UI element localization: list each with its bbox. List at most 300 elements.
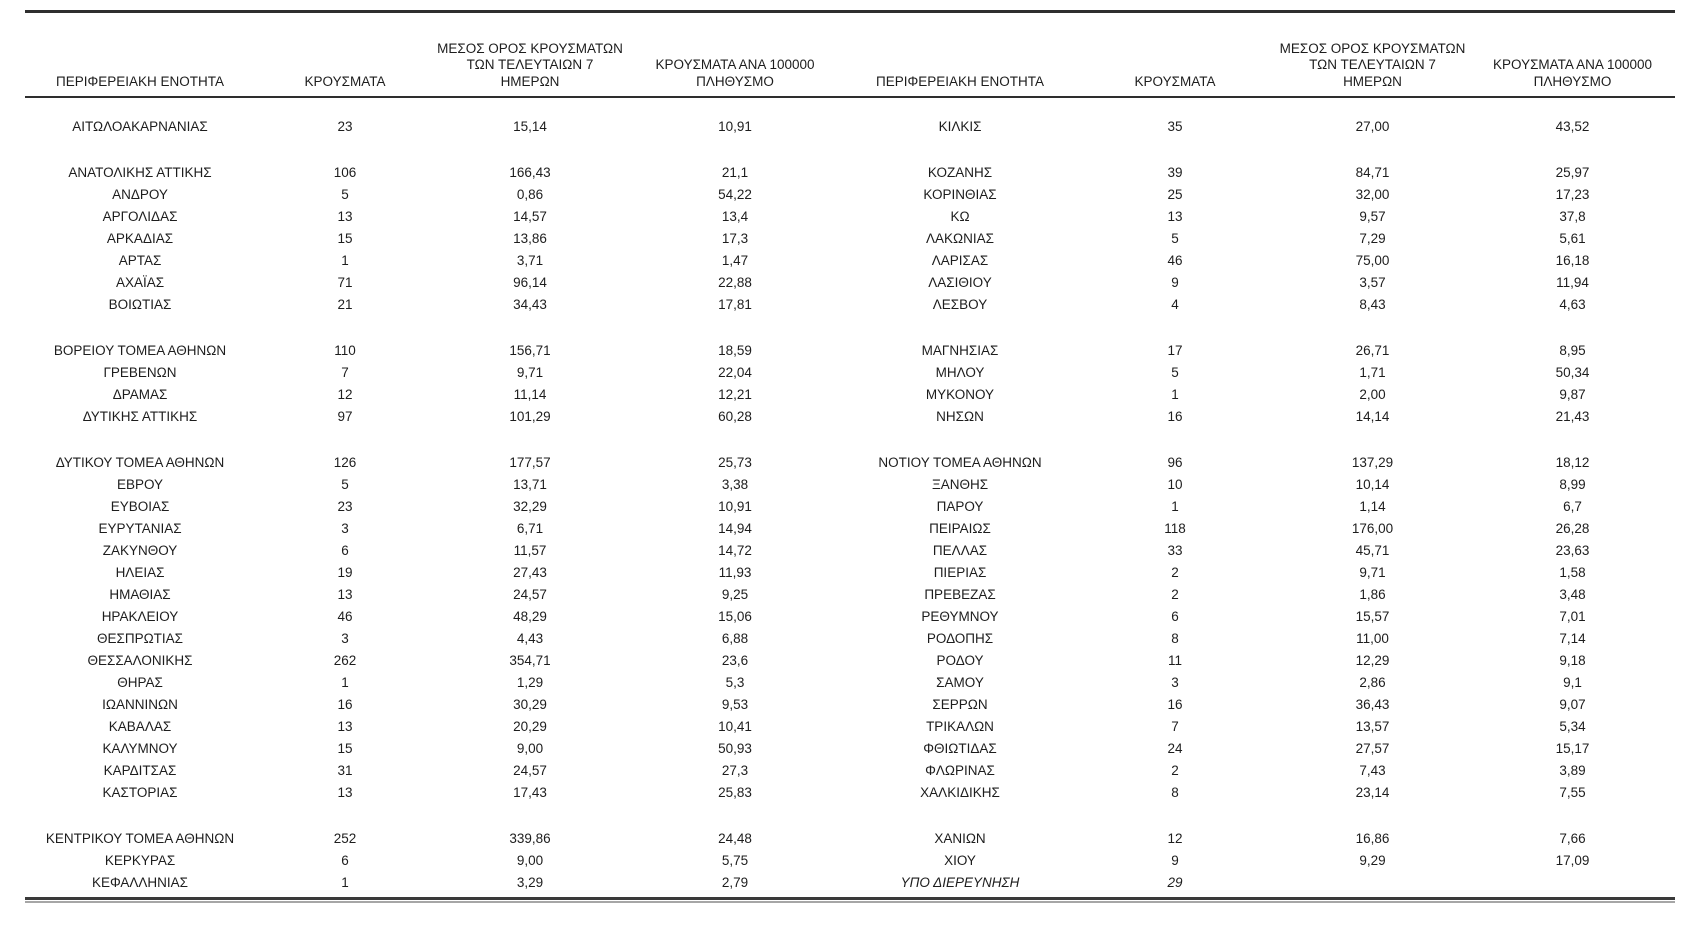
table-spacer-row bbox=[845, 316, 1675, 340]
per100k-cell: 50,34 bbox=[1555, 365, 1590, 380]
per100k-cell: 50,93 bbox=[718, 741, 752, 756]
avg7-cell: 101,29 bbox=[509, 409, 551, 424]
cases-cell: 1 bbox=[1171, 499, 1179, 514]
cases-cell: 39 bbox=[1167, 165, 1183, 180]
table-row bbox=[25, 606, 845, 628]
avg7-cell: 20,29 bbox=[513, 719, 547, 734]
cases-cell: 9 bbox=[1171, 853, 1179, 868]
cases-cell: 71 bbox=[337, 275, 353, 290]
avg7-cell: 84,71 bbox=[1355, 165, 1390, 180]
table-row bbox=[25, 540, 845, 562]
avg7-cell: 11,14 bbox=[513, 387, 547, 402]
per100k-cell: 17,09 bbox=[1555, 853, 1590, 868]
avg7-cell: 339,86 bbox=[509, 831, 551, 846]
per100k-cell: 9,53 bbox=[721, 697, 749, 712]
per100k-cell: 2,79 bbox=[721, 875, 749, 890]
per100k-cell: 10,41 bbox=[718, 719, 752, 734]
table-spacer-row bbox=[845, 138, 1675, 162]
region-cell: ΕΒΡΟΥ bbox=[116, 477, 164, 492]
table-row bbox=[25, 452, 845, 474]
cases-cell: 19 bbox=[337, 565, 353, 580]
table-row bbox=[845, 650, 1675, 672]
cases-cell: 1 bbox=[341, 675, 349, 690]
region-cell: ΧΙΟΥ bbox=[944, 853, 976, 868]
avg7-cell: 15,57 bbox=[1355, 609, 1390, 624]
cases-cell: 126 bbox=[333, 455, 357, 470]
table-row bbox=[25, 716, 845, 738]
region-cell: ΗΡΑΚΛΕΙΟΥ bbox=[101, 609, 179, 624]
table-row bbox=[25, 872, 845, 894]
cases-cell: 35 bbox=[1167, 119, 1183, 134]
cases-cell: 106 bbox=[333, 165, 357, 180]
cases-cell: 46 bbox=[1167, 253, 1183, 268]
cases-cell: 5 bbox=[1171, 365, 1179, 380]
cases-cell: 33 bbox=[1167, 543, 1183, 558]
table-row bbox=[25, 116, 845, 138]
region-cell: ΑΝΔΡΟΥ bbox=[112, 187, 168, 202]
avg7-cell: 16,86 bbox=[1355, 831, 1390, 846]
avg7-cell: 26,71 bbox=[1355, 343, 1390, 358]
region-cell: ΣΑΜΟΥ bbox=[936, 675, 984, 690]
region-cell: ΑΡΚΑΔΙΑΣ bbox=[106, 231, 174, 246]
table-row bbox=[845, 606, 1675, 628]
cases-cell: 2 bbox=[1171, 587, 1179, 602]
table-row bbox=[845, 738, 1675, 760]
avg7-cell: 13,71 bbox=[513, 477, 547, 492]
region-cell: ΚΩ bbox=[950, 209, 970, 224]
avg7-cell: 6,71 bbox=[516, 521, 544, 536]
table-row bbox=[25, 518, 845, 540]
per100k-cell: 25,97 bbox=[1555, 165, 1590, 180]
region-cell: ΑΧΑΪΑΣ bbox=[115, 275, 165, 290]
cases-cell: 5 bbox=[341, 187, 349, 202]
region-cell: ΑΡΤΑΣ bbox=[118, 253, 162, 268]
table-right-half bbox=[845, 116, 1675, 894]
avg7-cell: 34,43 bbox=[513, 297, 547, 312]
cases-cell: 8 bbox=[1171, 785, 1179, 800]
region-cell: ΦΘΙΩΤΙΔΑΣ bbox=[923, 741, 997, 756]
region-cell: ΡΕΘΥΜΝΟΥ bbox=[921, 609, 999, 624]
cases-cell: 21 bbox=[337, 297, 353, 312]
col-header-per100k-right-line2: ΠΛΗΘΥΣΜΟ bbox=[1533, 73, 1612, 89]
per100k-cell: 8,95 bbox=[1559, 343, 1586, 358]
table-row bbox=[845, 340, 1675, 362]
cases-cell: 2 bbox=[1171, 565, 1179, 580]
cases-cell: 12 bbox=[1167, 831, 1183, 846]
table-row bbox=[25, 584, 845, 606]
table-top-border bbox=[25, 10, 1675, 13]
table-row bbox=[25, 162, 845, 184]
region-cell: ΘΗΡΑΣ bbox=[117, 675, 163, 690]
per100k-cell: 9,18 bbox=[1559, 653, 1586, 668]
per100k-cell: 43,52 bbox=[1555, 119, 1590, 134]
avg7-cell: 4,43 bbox=[516, 631, 544, 646]
cases-cell: 5 bbox=[341, 477, 349, 492]
region-cell: ΘΕΣΠΡΩΤΙΑΣ bbox=[96, 631, 184, 646]
per100k-cell: 7,55 bbox=[1559, 785, 1586, 800]
per100k-cell: 7,66 bbox=[1559, 831, 1586, 846]
table-row bbox=[25, 828, 845, 850]
cases-cell: 97 bbox=[337, 409, 353, 424]
cases-cell: 96 bbox=[1167, 455, 1183, 470]
table-row bbox=[845, 628, 1675, 650]
cases-cell: 8 bbox=[1171, 631, 1179, 646]
per100k-cell: 5,34 bbox=[1559, 719, 1586, 734]
col-header-avg7-left-line1: ΜΕΣΟΣ ΟΡΟΣ ΚΡΟΥΣΜΑΤΩΝ bbox=[437, 40, 623, 56]
col-header-avg7-right-line1: ΜΕΣΟΣ ΟΡΟΣ ΚΡΟΥΣΜΑΤΩΝ bbox=[1279, 40, 1466, 56]
cases-cell: 46 bbox=[337, 609, 353, 624]
per100k-cell: 5,75 bbox=[721, 853, 749, 868]
cases-cell: 23 bbox=[337, 499, 353, 514]
table-row bbox=[845, 782, 1675, 804]
col-header-per100k-left-line1: ΚΡΟΥΣΜΑΤΑ ΑΝΑ 100000 bbox=[655, 57, 815, 72]
region-cell: ΝΟΤΙΟΥ ΤΟΜΕΑ ΑΘΗΝΩΝ bbox=[878, 455, 1042, 470]
avg7-cell: 9,57 bbox=[1359, 209, 1386, 224]
avg7-cell: 9,71 bbox=[516, 365, 544, 380]
region-cell: ΠΙΕΡΙΑΣ bbox=[933, 565, 987, 580]
region-cell: ΧΑΝΙΩΝ bbox=[934, 831, 986, 846]
cases-cell: 13 bbox=[1167, 209, 1183, 224]
avg7-cell: 9,00 bbox=[516, 853, 544, 868]
table-row bbox=[845, 294, 1675, 316]
avg7-cell: 176,00 bbox=[1351, 521, 1394, 536]
per100k-cell: 22,88 bbox=[718, 275, 752, 290]
per100k-cell: 18,59 bbox=[718, 343, 752, 358]
per100k-cell: 15,17 bbox=[1555, 741, 1590, 756]
avg7-cell: 1,71 bbox=[1359, 365, 1386, 380]
table-row bbox=[25, 650, 845, 672]
avg7-cell: 96,14 bbox=[513, 275, 547, 290]
region-cell: ΚΕΡΚΥΡΑΣ bbox=[104, 853, 176, 868]
avg7-cell: 2,86 bbox=[1359, 675, 1386, 690]
table-row bbox=[25, 474, 845, 496]
avg7-cell: 23,14 bbox=[1355, 785, 1390, 800]
region-cell: ΚΑΒΑΛΑΣ bbox=[108, 719, 172, 734]
avg7-cell: 137,29 bbox=[1351, 455, 1394, 470]
per100k-cell: 11,94 bbox=[1556, 275, 1589, 290]
cases-cell: 25 bbox=[1167, 187, 1183, 202]
cases-cell: 1 bbox=[341, 253, 349, 268]
cases-cell: 16 bbox=[1167, 697, 1183, 712]
avg7-cell: 10,14 bbox=[1355, 477, 1390, 492]
table-spacer-row bbox=[845, 428, 1675, 452]
cases-cell: 118 bbox=[1164, 521, 1186, 536]
table-header-underline bbox=[25, 96, 1675, 98]
cases-cell: 7 bbox=[1171, 719, 1179, 734]
table-row bbox=[25, 250, 845, 272]
region-cell: ΠΕΛΛΑΣ bbox=[932, 543, 988, 558]
cases-cell: 24 bbox=[1167, 741, 1183, 756]
table-row bbox=[845, 362, 1675, 384]
region-cell: ΠΕΙΡΑΙΩΣ bbox=[929, 521, 991, 536]
table-spacer-row bbox=[845, 804, 1675, 828]
table-row bbox=[25, 184, 845, 206]
cases-cell: 13 bbox=[337, 785, 353, 800]
per100k-cell: 6,88 bbox=[721, 631, 749, 646]
cases-cell: 6 bbox=[341, 853, 349, 868]
region-cell: ΠΑΡΟΥ bbox=[936, 499, 984, 514]
avg7-cell: 12,29 bbox=[1355, 653, 1390, 668]
avg7-cell: 27,00 bbox=[1355, 119, 1390, 134]
table-row bbox=[25, 496, 845, 518]
per100k-cell: 16,18 bbox=[1555, 253, 1590, 268]
avg7-cell: 32,29 bbox=[513, 499, 547, 514]
table-row bbox=[845, 584, 1675, 606]
col-header-avg7-left bbox=[435, 41, 625, 95]
table-row bbox=[25, 362, 845, 384]
avg7-cell: 13,86 bbox=[513, 231, 547, 246]
cases-cell: 15 bbox=[337, 741, 353, 756]
per100k-cell: 15,06 bbox=[718, 609, 752, 624]
region-cell: ΕΥΒΟΙΑΣ bbox=[110, 499, 170, 514]
region-cell: ΙΩΑΝΝΙΝΩΝ bbox=[102, 697, 178, 712]
cases-cell: 7 bbox=[341, 365, 349, 380]
table-row bbox=[845, 496, 1675, 518]
cases-cell: 3 bbox=[341, 521, 349, 536]
region-cell: ΡΟΔΟΠΗΣ bbox=[926, 631, 994, 646]
region-cell: ΖΑΚΥΝΘΟΥ bbox=[102, 543, 178, 558]
table-row bbox=[25, 272, 845, 294]
per100k-cell: 54,22 bbox=[718, 187, 752, 202]
per100k-cell: 9,25 bbox=[721, 587, 749, 602]
avg7-cell: 24,57 bbox=[513, 587, 547, 602]
per100k-cell: 13,4 bbox=[721, 209, 749, 224]
region-cell: ΘΕΣΣΑΛΟΝΙΚΗΣ bbox=[87, 653, 193, 668]
avg7-cell: 11,00 bbox=[1356, 631, 1389, 646]
table-spacer-row bbox=[25, 428, 845, 452]
table-body bbox=[25, 116, 1675, 894]
region-cell: ΜΥΚΟΝΟΥ bbox=[925, 387, 995, 402]
avg7-cell: 9,71 bbox=[1359, 565, 1386, 580]
per100k-cell: 14,72 bbox=[718, 543, 752, 558]
per100k-cell: 17,81 bbox=[718, 297, 752, 312]
table-spacer-row bbox=[25, 804, 845, 828]
table-row bbox=[25, 694, 845, 716]
region-cell: ΚΕΦΑΛΛΗΝΙΑΣ bbox=[91, 875, 189, 890]
cases-cell: 3 bbox=[1171, 675, 1179, 690]
region-cell: ΛΑΚΩΝΙΑΣ bbox=[926, 231, 994, 246]
table-bottom-border-shadow bbox=[25, 901, 1675, 903]
avg7-cell: 177,57 bbox=[509, 455, 551, 470]
per100k-cell: 7,14 bbox=[1559, 631, 1586, 646]
table-bottom-border bbox=[25, 897, 1675, 900]
table-row bbox=[845, 540, 1675, 562]
col-header-avg7-right-line3: ΗΜΕΡΩΝ bbox=[1343, 73, 1402, 89]
avg7-cell: 9,00 bbox=[516, 741, 544, 756]
avg7-cell: 11,57 bbox=[513, 543, 547, 558]
table-row bbox=[25, 628, 845, 650]
cases-cell: 23 bbox=[337, 119, 353, 134]
region-cell: ΚΟΡΙΝΘΙΑΣ bbox=[923, 187, 997, 202]
region-cell: ΑΡΓΟΛΙΔΑΣ bbox=[102, 209, 178, 224]
avg7-cell: 0,86 bbox=[516, 187, 544, 202]
per100k-cell: 1,47 bbox=[721, 253, 749, 268]
per100k-cell: 24,48 bbox=[718, 831, 752, 846]
avg7-cell: 32,00 bbox=[1355, 187, 1390, 202]
table-row bbox=[845, 518, 1675, 540]
table-row bbox=[25, 738, 845, 760]
region-cell: ΚΑΣΤΟΡΙΑΣ bbox=[102, 785, 178, 800]
avg7-cell: 166,43 bbox=[509, 165, 551, 180]
table-row bbox=[845, 850, 1675, 872]
region-cell: ΣΕΡΡΩΝ bbox=[932, 697, 988, 712]
table-row bbox=[25, 850, 845, 872]
cases-cell: 13 bbox=[337, 719, 353, 734]
region-cell: ΔΥΤΙΚΗΣ ΑΤΤΙΚΗΣ bbox=[82, 409, 198, 424]
per100k-cell: 14,94 bbox=[718, 521, 752, 536]
avg7-cell: 1,86 bbox=[1359, 587, 1386, 602]
region-cell: ΜΗΛΟΥ bbox=[935, 365, 985, 380]
per100k-cell: 17,23 bbox=[1555, 187, 1590, 202]
region-cell: ΑΙΤΩΛΟΑΚΑΡΝΑΝΙΑΣ bbox=[72, 119, 208, 134]
avg7-cell: 30,29 bbox=[513, 697, 547, 712]
avg7-cell: 8,43 bbox=[1359, 297, 1386, 312]
col-header-avg7-right-line2: ΤΩΝ ΤΕΛΕΥΤΑΙΩΝ 7 bbox=[1309, 57, 1436, 72]
table-row bbox=[845, 406, 1675, 428]
avg7-cell: 13,57 bbox=[1355, 719, 1390, 734]
table-row bbox=[845, 474, 1675, 496]
region-cell: ΛΑΡΙΣΑΣ bbox=[931, 253, 989, 268]
cases-cell: 16 bbox=[337, 697, 353, 712]
table-row bbox=[845, 228, 1675, 250]
per100k-cell: 10,91 bbox=[718, 119, 752, 134]
avg7-cell: 36,43 bbox=[1355, 697, 1390, 712]
region-cell: ΗΜΑΘΙΑΣ bbox=[109, 587, 171, 602]
per100k-cell: 10,91 bbox=[718, 499, 752, 514]
avg7-cell: 45,71 bbox=[1355, 543, 1390, 558]
per100k-cell: 9,1 bbox=[1563, 675, 1582, 690]
table-row bbox=[845, 250, 1675, 272]
region-cell: ΚΟΖΑΝΗΣ bbox=[927, 165, 993, 180]
region-cell: ΝΗΣΩΝ bbox=[936, 409, 984, 424]
cases-cell: 10 bbox=[1167, 477, 1183, 492]
region-cell: ΡΟΔΟΥ bbox=[936, 653, 984, 668]
per100k-cell: 25,73 bbox=[718, 455, 752, 470]
table-row bbox=[845, 872, 1675, 894]
cases-cell: 2 bbox=[1171, 763, 1179, 778]
cases-cell: 9 bbox=[1171, 275, 1179, 290]
region-cell: ΑΝΑΤΟΛΙΚΗΣ ΑΤΤΙΚΗΣ bbox=[68, 165, 212, 180]
region-cell: ΚΑΡΔΙΤΣΑΣ bbox=[103, 763, 177, 778]
region-cell: ΛΑΣΙΘΙΟΥ bbox=[928, 275, 992, 290]
region-cell: ΕΥΡΥΤΑΝΙΑΣ bbox=[98, 521, 182, 536]
avg7-cell: 1,29 bbox=[516, 675, 544, 690]
cases-cell: 16 bbox=[1167, 409, 1183, 424]
table-row bbox=[25, 228, 845, 250]
col-header-cases-left: ΚΡΟΥΣΜΑΤΑ bbox=[304, 73, 386, 89]
per100k-cell: 3,89 bbox=[1559, 763, 1586, 778]
region-cell: ΔΡΑΜΑΣ bbox=[112, 387, 168, 402]
table-spacer-row bbox=[25, 316, 845, 340]
col-header-per100k-left bbox=[625, 57, 845, 94]
cases-cell: 29 bbox=[1167, 875, 1183, 890]
region-cell: ΔΥΤΙΚΟΥ ΤΟΜΕΑ ΑΘΗΝΩΝ bbox=[55, 455, 225, 470]
per100k-cell: 27,3 bbox=[721, 763, 749, 778]
table-row bbox=[845, 206, 1675, 228]
col-header-per100k-left-line2: ΠΛΗΘΥΣΜΟ bbox=[696, 73, 774, 89]
avg7-cell: 24,57 bbox=[513, 763, 547, 778]
avg7-cell: 75,00 bbox=[1355, 253, 1390, 268]
cases-cell: 12 bbox=[337, 387, 353, 402]
table-row bbox=[25, 340, 845, 362]
avg7-cell: 27,57 bbox=[1355, 741, 1390, 756]
cases-cell: 252 bbox=[333, 831, 357, 846]
avg7-cell: 15,14 bbox=[513, 119, 547, 134]
avg7-cell: 14,57 bbox=[513, 209, 547, 224]
per100k-cell: 9,87 bbox=[1559, 387, 1586, 402]
col-header-avg7-left-line2: ΤΩΝ ΤΕΛΕΥΤΑΙΩΝ 7 bbox=[466, 57, 594, 72]
cases-cell: 3 bbox=[341, 631, 349, 646]
avg7-cell: 3,57 bbox=[1359, 275, 1386, 290]
region-cell: ΦΛΩΡΙΝΑΣ bbox=[925, 763, 995, 778]
table-row bbox=[845, 828, 1675, 850]
table-row bbox=[845, 760, 1675, 782]
cases-cell: 11 bbox=[1167, 653, 1182, 668]
col-header-region-right: ΠΕΡΙΦΕΡΕΙΑΚΗ ΕΝΟΤΗΤΑ bbox=[875, 73, 1045, 89]
avg7-cell: 1,14 bbox=[1359, 499, 1386, 514]
table-spacer-row bbox=[25, 138, 845, 162]
region-cell: ΒΟΡΕΙΟΥ ΤΟΜΕΑ ΑΘΗΝΩΝ bbox=[53, 343, 227, 358]
per100k-cell: 4,63 bbox=[1559, 297, 1586, 312]
cases-cell: 262 bbox=[333, 653, 357, 668]
region-cell: ΓΡΕΒΕΝΩΝ bbox=[103, 365, 177, 380]
per100k-cell: 21,1 bbox=[721, 165, 749, 180]
col-header-cases-right: ΚΡΟΥΣΜΑΤΑ bbox=[1134, 73, 1216, 89]
per100k-cell: 23,63 bbox=[1555, 543, 1590, 558]
per100k-cell: 7,01 bbox=[1559, 609, 1586, 624]
table-row bbox=[25, 672, 845, 694]
table-row bbox=[845, 562, 1675, 584]
avg7-cell: 3,29 bbox=[516, 875, 544, 890]
per100k-cell: 9,07 bbox=[1559, 697, 1586, 712]
per100k-cell bbox=[1470, 872, 1675, 894]
avg7-cell: 2,00 bbox=[1359, 387, 1386, 402]
cases-cell: 5 bbox=[1171, 231, 1179, 246]
per100k-cell: 5,61 bbox=[1559, 231, 1586, 246]
cases-cell: 17 bbox=[1167, 343, 1183, 358]
cases-cell: 4 bbox=[1171, 297, 1179, 312]
avg7-cell: 7,29 bbox=[1359, 231, 1386, 246]
avg7-cell: 156,71 bbox=[509, 343, 551, 358]
per100k-cell: 37,8 bbox=[1559, 209, 1586, 224]
per100k-cell: 11,93 bbox=[718, 565, 752, 580]
region-cell: ΒΟΙΩΤΙΑΣ bbox=[108, 297, 172, 312]
table-row bbox=[845, 452, 1675, 474]
region-cell: ΧΑΛΚΙΔΙΚΗΣ bbox=[920, 785, 1000, 800]
region-cell: ΠΡΕΒΕΖΑΣ bbox=[924, 587, 996, 602]
table-row bbox=[25, 782, 845, 804]
per100k-cell: 5,3 bbox=[725, 675, 745, 690]
per100k-cell: 25,83 bbox=[718, 785, 752, 800]
table-row bbox=[845, 184, 1675, 206]
cases-cell: 1 bbox=[341, 875, 349, 890]
per100k-cell: 17,3 bbox=[721, 231, 749, 246]
table-row bbox=[25, 562, 845, 584]
avg7-cell: 7,43 bbox=[1359, 763, 1386, 778]
region-cell: ΞΑΝΘΗΣ bbox=[931, 477, 989, 492]
avg7-cell: 3,71 bbox=[516, 253, 544, 268]
per100k-cell: 12,21 bbox=[718, 387, 752, 402]
avg7-cell: 27,43 bbox=[513, 565, 547, 580]
per100k-cell: 8,99 bbox=[1559, 477, 1586, 492]
cases-cell: 31 bbox=[337, 763, 353, 778]
table-row bbox=[25, 294, 845, 316]
avg7-cell: 48,29 bbox=[513, 609, 547, 624]
col-header-avg7-left-line3: ΗΜΕΡΩΝ bbox=[500, 73, 560, 89]
per100k-cell: 1,58 bbox=[1559, 565, 1586, 580]
cases-cell: 13 bbox=[337, 587, 353, 602]
table-row bbox=[845, 716, 1675, 738]
